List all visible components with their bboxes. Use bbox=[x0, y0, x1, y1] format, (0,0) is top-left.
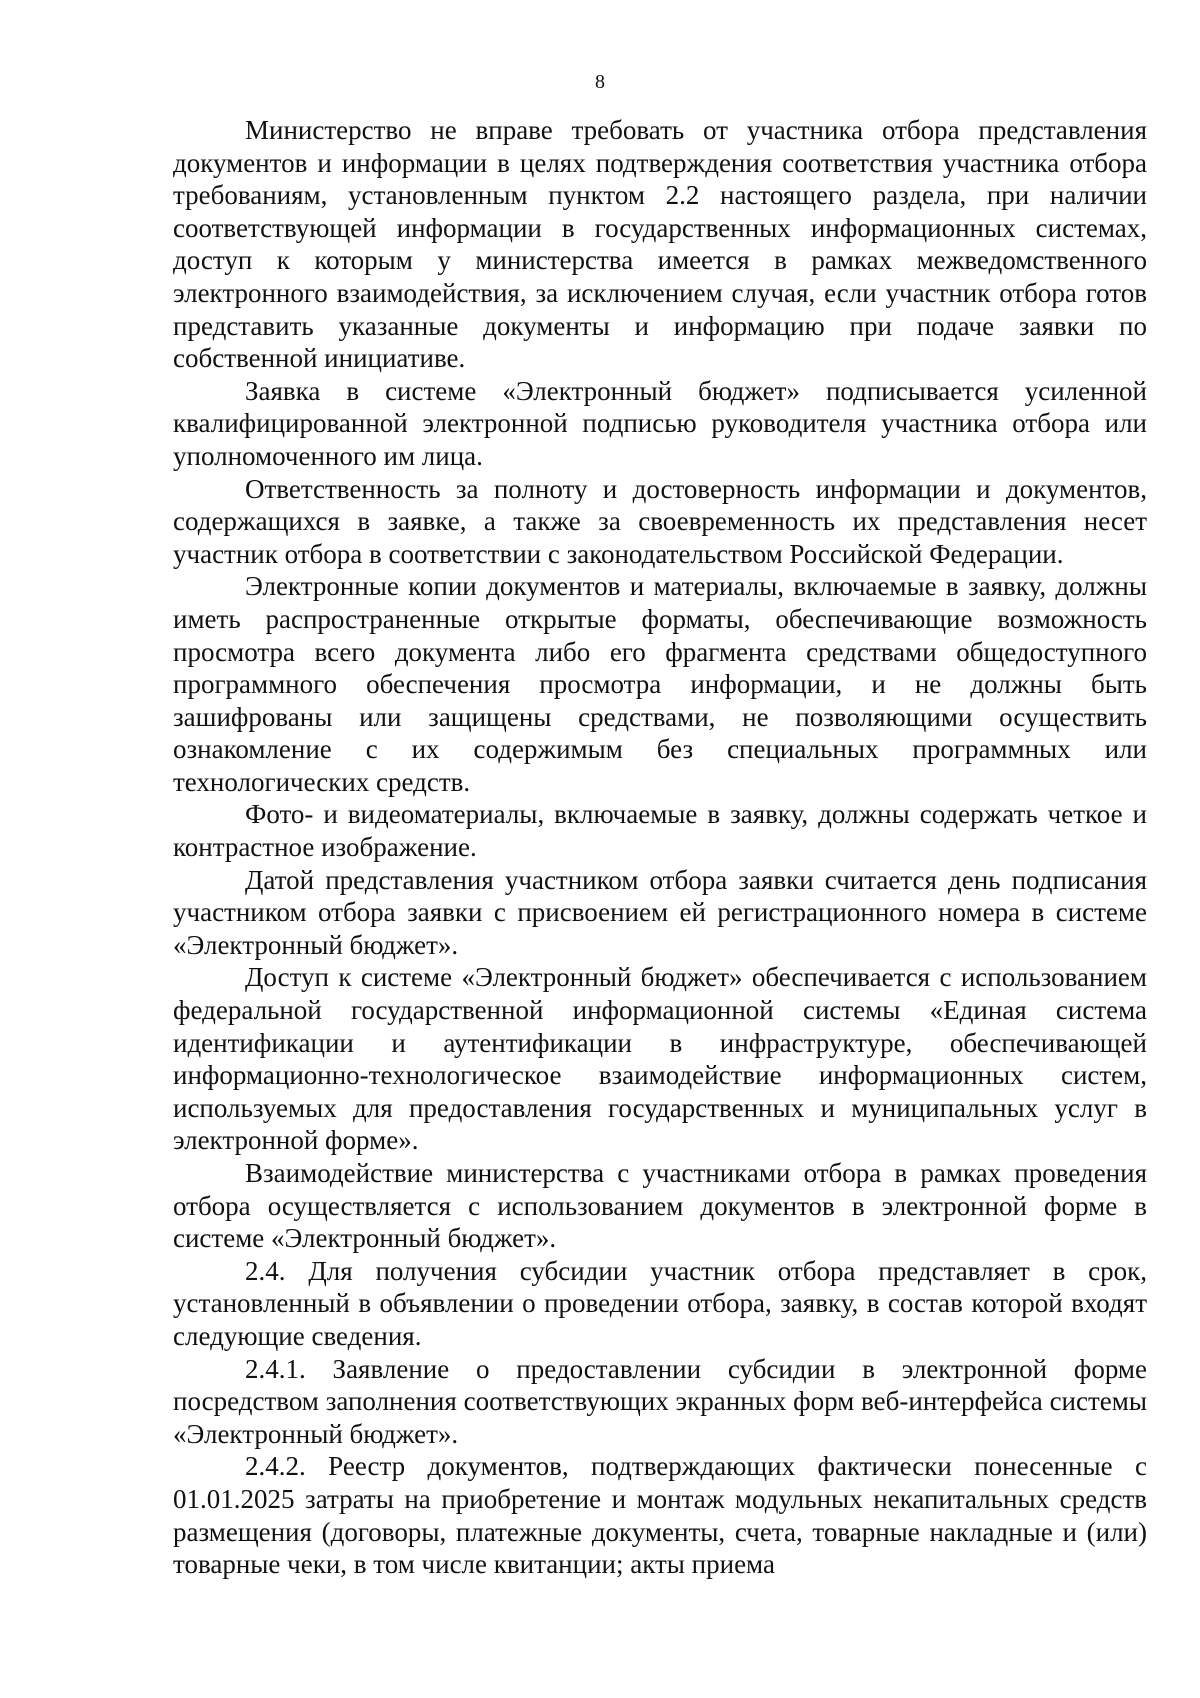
paragraph-section-2-4-2: 2.4.2. Реестр документов, подтверждающих фактически понесенные с 01.01.2025 затраты на приобретение и монтаж модульных некапитальных средств размещения (договоры, платежные документы, счета, товарные накладные и (или) товарные чеки, в том числе квитанции; акты приема bbox=[173, 1451, 1147, 1580]
paragraph-electronic-copies: Электронные копии документов и материалы, включаемые в заявку, должны иметь распространенные открытые форматы, обеспечивающие возможность просмотра всего документа либо его фрагмента средствами общедоступного программного обеспечения просмотра информации, и не должны быть зашифрованы или защищены средствами, не позволяющими осуществить ознакомление с их содержимым без специальных программных или технологических средств. bbox=[173, 571, 1147, 797]
paragraph-responsibility: Ответственность за полноту и достоверность информации и документов, содержащихся в заявке, а также за своевременность их представления несет участник отбора в соответствии с законодательством Российской Федерации. bbox=[173, 473, 1147, 569]
paragraph-system-access: Доступ к системе «Электронный бюджет» обеспечивается с использованием федеральной государственной информационной системы «Единая система идентификации и аутентификации в инфраструктуре, обеспечивающей информационно-технологическое взаимодействие информационных систем, используемых для предоставления государственных и муниципальных услуг в электронной форме». bbox=[173, 962, 1147, 1156]
paragraph-section-2-4-1: 2.4.1. Заявление о предоставлении субсидии в электронной форме посредством заполнения соответствующих экранных форм веб-интерфейса системы «Электронный бюджет». bbox=[173, 1353, 1147, 1449]
paragraph-application-signature: Заявка в системе «Электронный бюджет» подписывается усиленной квалифицированной электронной подписью руководителя участника отбора или уполномоченного им лица. bbox=[173, 375, 1147, 471]
paragraph-photo-video: Фото- и видеоматериалы, включаемые в заявку, должны содержать четкое и контрастное изображение. bbox=[173, 799, 1147, 863]
paragraph-ministry-rights: Министерство не вправе требовать от участника отбора представления документов и информации в целях подтверждения соответствия участника отбора требованиям, установленным пунктом 2.2 настоящего раздела, при наличии соответствующей информации в государственных информационных системах, доступ к которым у министерства имеется в рамках межведомственного электронного взаимодействия, за исключением случая, если участник отбора готов представить указанные документы и информацию при подаче заявки по собственной инициативе. bbox=[173, 115, 1147, 374]
document-body bbox=[173, 114, 1147, 1581]
paragraph-submission-date: Датой представления участником отбора заявки считается день подписания участником отбора заявки с присвоением ей регистрационного номера в системе «Электронный бюджет». bbox=[173, 864, 1147, 960]
paragraph-interaction: Взаимодействие министерства с участниками отбора в рамках проведения отбора осуществляется с использованием документов в электронной форме в системе «Электронный бюджет». bbox=[173, 1158, 1147, 1254]
paragraph-section-2-4: 2.4. Для получения субсидии участник отбора представляет в срок, установленный в объявлении о проведении отбора, заявку, в состав которой входят следующие сведения. bbox=[173, 1255, 1147, 1351]
page-number: 8 bbox=[595, 71, 605, 93]
